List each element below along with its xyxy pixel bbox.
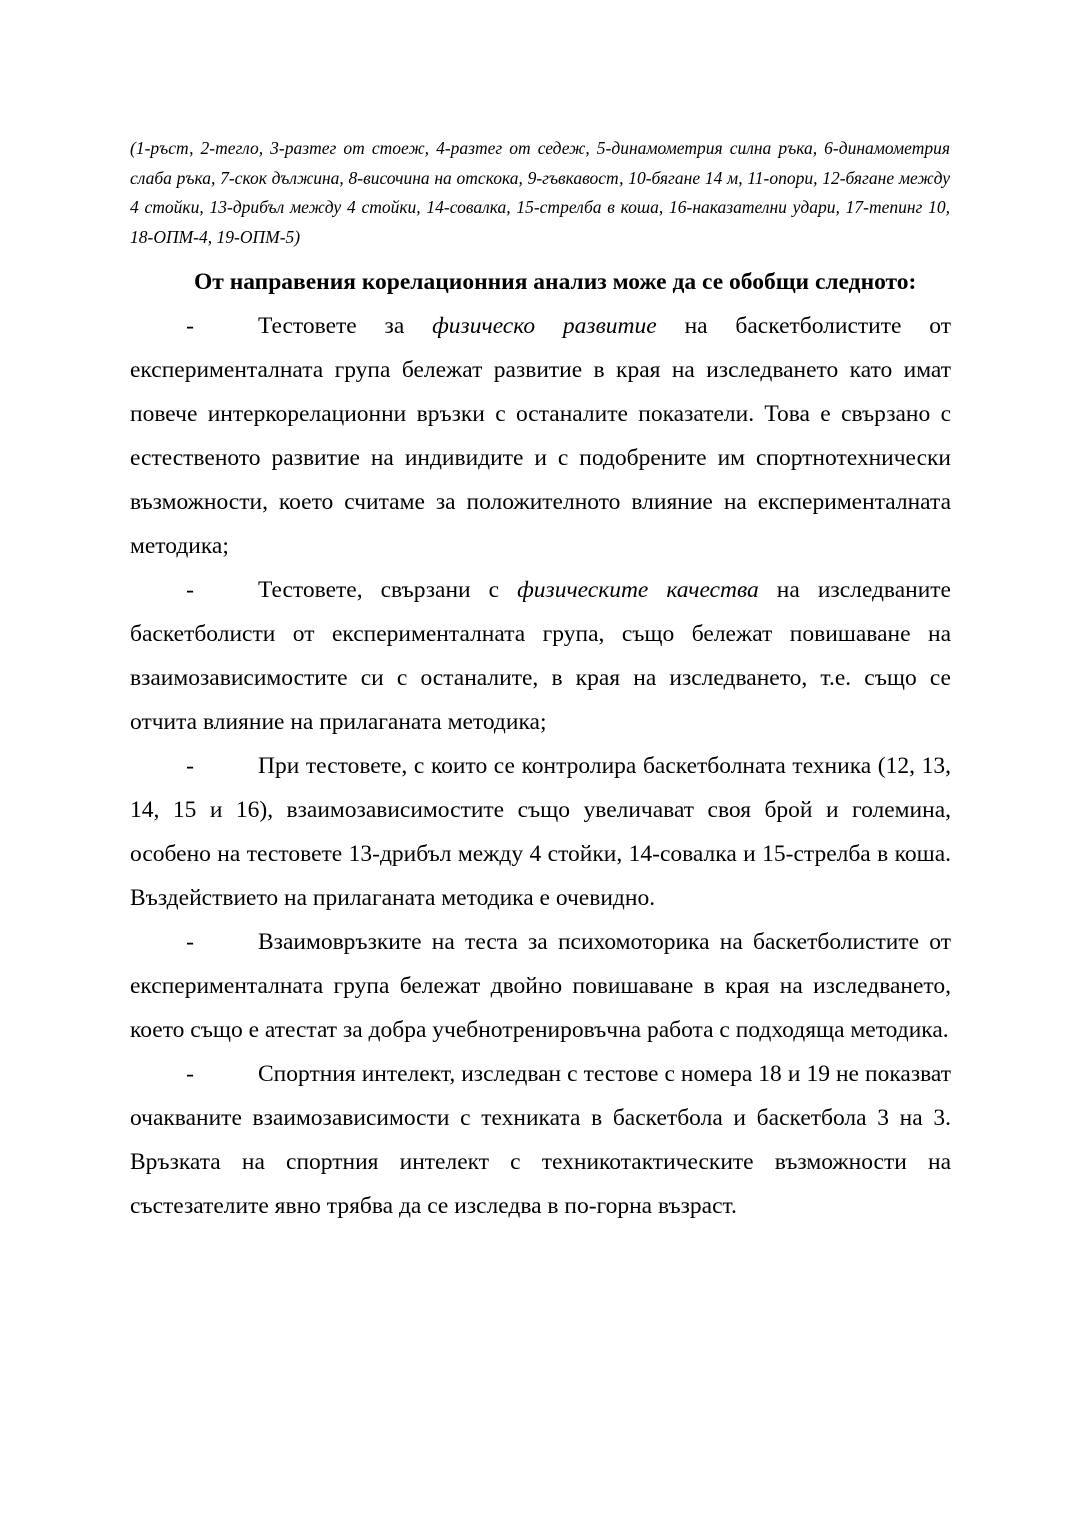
item-text: Взаимовръзките на теста за психомоторика на баскетболистите от експерименталната група бележат двойно повишаване в края на изследването, което също е атестат за добра учебнотренировъчна работа с подходяща методика.	[130, 929, 951, 1043]
list-item	[130, 304, 951, 568]
item-text-before: Тестовете, свързани с	[258, 577, 518, 603]
item-text-after: на баскетболистите от експерименталната група бележат развитие в края на изследването като имат повече интеркорелационни връзки с останалите показатели. Това е свързано с естественото развитие на индивидите и с подобрените им спортнотехнически възможности, което считаме за положителното влияние на експерименталната методика;	[130, 313, 952, 559]
list-dash: -	[186, 753, 194, 779]
list-dash: -	[186, 577, 194, 603]
table-legend-caption: (1-ръст, 2-тегло, 3-разтег от стоеж, 4-разтег от седеж, 5-динамометрия силна ръка, 6-динамометрия слаба ръка, 7-скок дължина, 8-височина на отскока, 9-гъвкавост, 10-бягане 14 м, 11-опори, 12-бягане между 4 стойки, 13-дрибъл между 4 стойки, 14-совалка, 15-стрелба в коша, 16-наказателни удари, 17-тепинг 10, 18-ОПМ-4, 19-ОПМ-5)	[130, 138, 950, 247]
item-text-after: на изследваните баскетболисти от експерименталната група, също бележат повишаване на взаимозависимостите си с останалите, в края на изследването, т.е. също се отчита влияние на прилаганата методика;	[130, 577, 951, 735]
item-text-before: Тестовете за	[258, 313, 433, 339]
item-text: Спортния интелект, изследван с тестове с номера 18 и 19 не показват очакваните взаимозависимости с техниката в баскетбола и баскетбола 3 на 3. Връзката на спортния интелект с техникотактическите възможности на състезателите явно трябва да се изследва в по-горна възраст.	[130, 1061, 951, 1219]
list-item	[130, 744, 951, 920]
item-emphasis: физическо развитие	[432, 313, 657, 339]
list-dash: -	[186, 1061, 194, 1087]
summary-heading: От направения корелационния анализ може да се обобщи следното:	[194, 269, 917, 295]
list-item	[130, 920, 951, 1052]
list-item	[130, 1052, 951, 1228]
list-item	[130, 568, 951, 744]
document-body	[130, 260, 951, 1228]
list-dash: -	[186, 313, 194, 339]
item-emphasis: физическите качества	[517, 577, 759, 603]
list-dash: -	[186, 929, 194, 955]
item-text: При тестовете, с които се контролира баскетболната техника (12, 13, 14, 15 и 16), взаимозависимостите също увеличават своя брой и големина, особено на тестовете 13-дрибъл между 4 стойки, 14-совалка и 15-стрелба в коша. Въздействието на прилаганата методика е очевидно.	[130, 753, 951, 911]
